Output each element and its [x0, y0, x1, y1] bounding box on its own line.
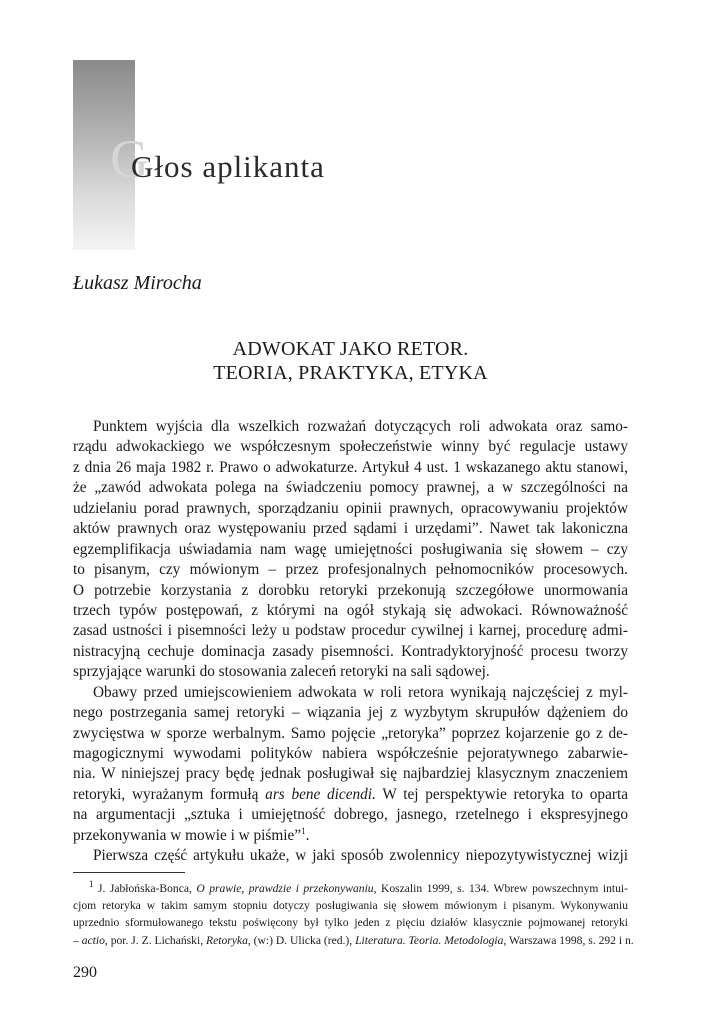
body-line: egzemplifikacja uświadamia nam wagę umiejętności posługiwania się słowem – czy: [73, 540, 628, 558]
body-line-text: przekonywania w mowie i w piśmie”: [73, 826, 302, 844]
article-title-line: ADWOKAT JAKO RETOR.: [232, 338, 469, 360]
footnote-book-title: O prawie, prawdzie i przekonywaniu: [196, 882, 374, 895]
body-line: magogicznymi wywodami polityków nabiera współcześnie pejoratywnego zabarwie-: [73, 745, 628, 762]
body-line: udzielaniu porad prawnych, sporządzaniu opinii prawnych, opracowywaniu projektów: [73, 499, 628, 517]
body-line: zwycięstwa w sporze werbalnym. Samo pojęcie „retoryka” poprzez kojarzenie go z de-: [73, 724, 628, 742]
footnote-text: , Koszalin 1999, s. 134. Wbrew powszechnym intui-: [373, 882, 628, 895]
footnote-number: 1: [89, 879, 94, 890]
footnote-line: [73, 932, 634, 949]
latin-phrase: ars bene dicendi.: [265, 785, 376, 803]
body-line: zasad ustności i pisemności leży u podstaw procedur cywilnej i karnej, procedurę admi-: [73, 622, 628, 640]
article-body: [73, 417, 628, 867]
body-line: nego postrzegania samej retoryki – wiązania jej z wyzbytym skrupułów dążeniem do: [73, 704, 628, 722]
footnote-reference[interactable]: 1: [301, 825, 306, 836]
body-line: trzech typów postępowań, z którymi na ogół stykają się adwokaci. Równoważność: [73, 601, 628, 619]
footnote-text: , (w:) D. Ulicka (red.),: [247, 933, 356, 947]
body-line: sprzyjające warunki do stosowania zaleceń retoryki na sali sądowej.: [73, 663, 490, 681]
drop-letter: G: [110, 129, 149, 189]
footnote-book-title: Literatura. Teoria. Metodologia: [355, 933, 504, 947]
body-line: z dnia 26 maja 1982 r. Prawo o adwokaturze. Artykuł 4 ust. 1 wskazanego aktu stanowi,: [73, 458, 628, 476]
section-title: Głos aplikanta: [131, 149, 325, 184]
article-title-line: TEORIA, PRAKTYKA, ETYKA: [213, 362, 488, 384]
body-line: nistracyjną cechuje dominacja zasady pisemności. Kontradyktoryjność procesu tworzy: [73, 642, 628, 660]
body-line: Obawy przed umiejscowieniem adwokata w roli retora wynikają najczęściej z myl-: [93, 683, 628, 701]
body-line: rządu adwokackiego we współczesnym społeczeństwie winny być regulacje ustawy: [73, 438, 628, 456]
body-line: że „zawód adwokata polega na świadczeniu pomocy prawnej, a w szczególności na: [73, 479, 628, 497]
body-line: O potrzebie korzystania z dorobku retoryki przekonują szczegółowe unormowania: [73, 581, 628, 599]
footnote-text: –: [73, 933, 82, 947]
footnote-text: , por. J. Z. Lichański,: [104, 933, 207, 947]
body-line: nia. W niniejszej pracy będę jednak posługiwał się najbardziej klasycznym znaczeniem: [73, 765, 628, 783]
body-line: Pierwsza część artykułu ukaże, w jaki sposób zwolennicy niepozytywistycznej wizji: [93, 847, 628, 865]
author-name: Łukasz Mirocha: [73, 272, 202, 294]
page-number: 290: [73, 964, 97, 981]
footnote-line: uprzednio sformułowanego tekstu poświęcony był tylko jeden z pięciu działów klasycznie pojmowanej retoryki: [73, 916, 628, 930]
footnote-line: [73, 880, 628, 897]
body-line-text: retoryki, wyrażanym formułą: [73, 785, 266, 803]
body-line: Punktem wyjścia dla wszelkich rozważań dotyczących roli adwokata oraz samo-: [93, 418, 628, 435]
body-line: to pisanym, czy mówionym – przez profesjonalnych pełnomocników procesowych.: [73, 561, 628, 579]
footnote: [73, 879, 634, 949]
body-line: aktów prawnych oraz występowaniu przed sądami i urzędami”. Nawet tak lakoniczna: [73, 520, 628, 538]
footnote-text: , Warszawa 1998, s. 292 i n.: [503, 933, 634, 947]
footnote-divider: [73, 872, 185, 873]
article-title: [73, 337, 628, 385]
body-line-text: W tej perspektywie retoryka to oparta: [375, 785, 628, 803]
body-line-with-latin: [73, 785, 628, 805]
body-line: na argumentacji „sztuka i umiejętność dobrego, jasnego, rzetelnego i ekspresyjnego: [73, 806, 628, 824]
body-line-text: .: [305, 826, 310, 844]
footnote-term: actio: [81, 933, 105, 947]
footnote-book-title: Retoryka: [206, 933, 248, 947]
body-line-with-footnote: [73, 826, 628, 846]
footnote-text: J. Jabłońska-Bonca,: [97, 882, 197, 895]
footnote-line: cjom retoryka w takim samym stopniu dotyczy posługiwania się słowem mówionym i pisanym. Wykonywaniu: [73, 899, 628, 913]
